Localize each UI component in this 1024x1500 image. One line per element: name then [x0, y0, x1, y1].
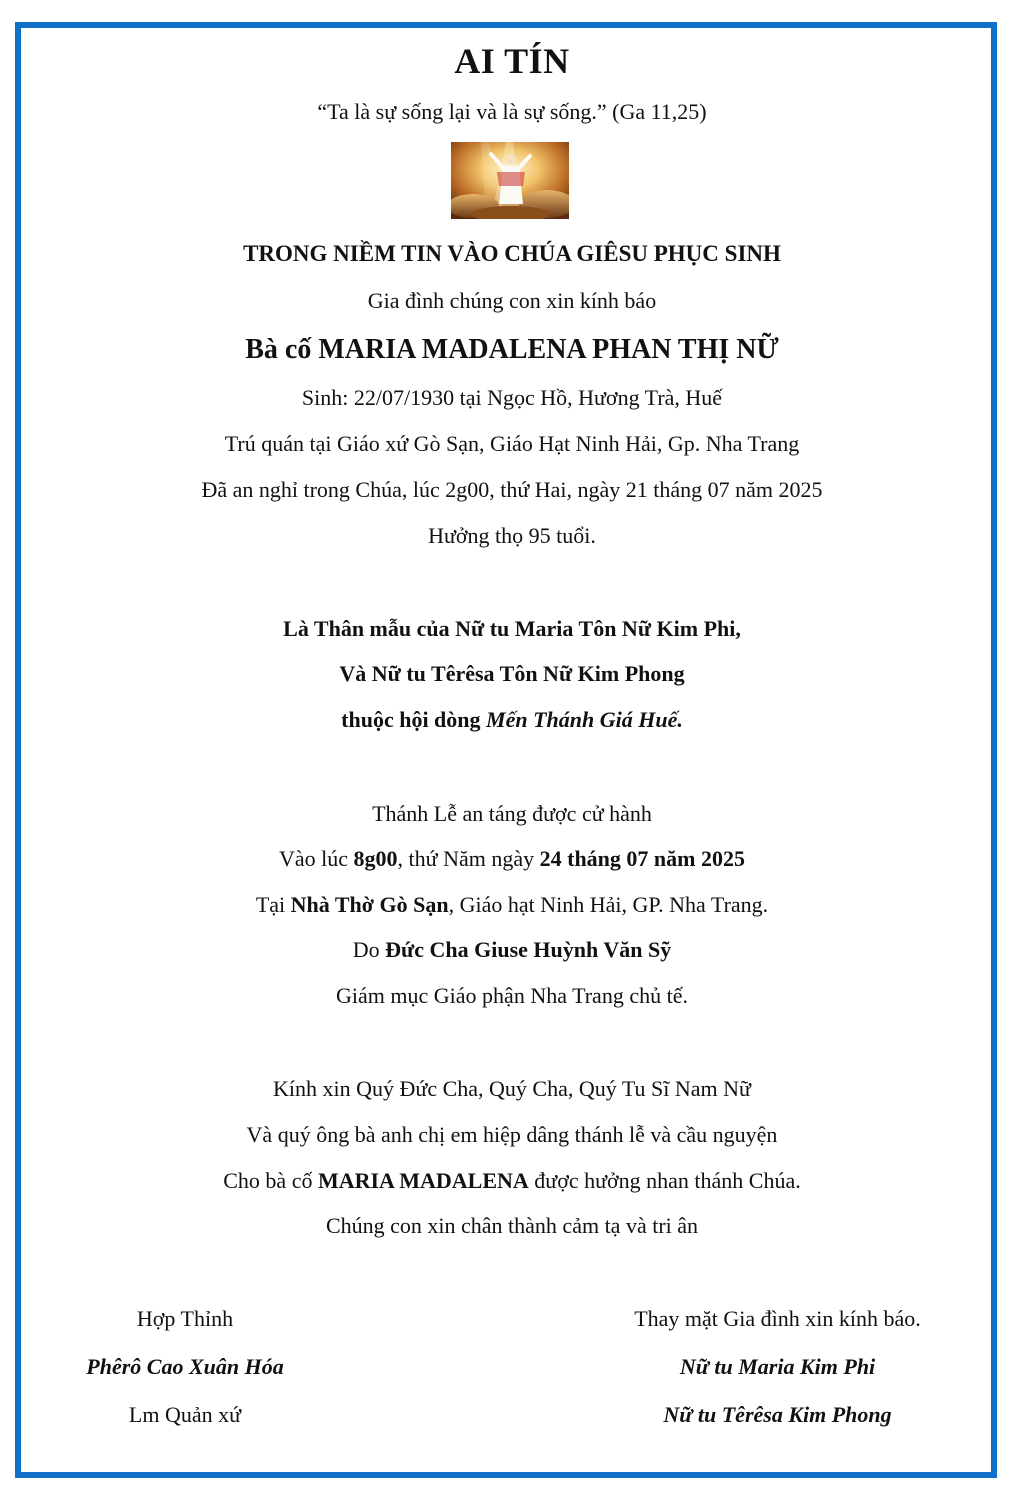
residence-info: Trú quán tại Giáo xứ Gò Sạn, Giáo Hạt Ninh Hải, Gp. Nha Trang: [224, 431, 800, 456]
request-line-3: Cho bà cố MARIA MADALENA được hưởng nhan thánh Chúa.: [223, 1168, 801, 1193]
faith-heading: TRONG NIỀM TIN VÀO CHÚA GIÊSU PHỤC SINH: [243, 241, 781, 266]
right-signature-name-2: Nữ tu Têrêsa Kim Phong: [663, 1402, 892, 1427]
funeral-time: Vào lúc 8g00, thứ Năm ngày 24 tháng 07 năm 2025: [279, 846, 745, 871]
request-line-1: Kính xin Quý Đức Cha, Quý Cha, Quý Tu Sĩ Nam Nữ: [273, 1076, 751, 1101]
announcement-text: Gia đình chúng con xin kính báo: [367, 288, 657, 313]
bible-verse: “Ta là sự sống lại và là sự sống.” (Ga 11,25): [317, 99, 707, 124]
mother-line-1: Là Thân mẫu của Nữ tu Maria Tôn Nữ Kim Phi,: [283, 616, 741, 641]
thanks-line: Chúng con xin chân thành cảm tạ và tri ân: [325, 1213, 699, 1238]
left-signature-name: Phêrô Cao Xuân Hóa: [86, 1354, 284, 1379]
request-line-2: Và quý ông bà anh chị em hiệp dâng thánh lễ và cầu nguyện: [246, 1122, 778, 1147]
left-signature-label: Hợp Thỉnh: [136, 1306, 234, 1331]
age-info: Hưởng thọ 95 tuổi.: [428, 523, 596, 548]
mother-line-2: Và Nữ tu Têrêsa Tôn Nữ Kim Phong: [339, 661, 685, 686]
funeral-line-1: Thánh Lễ an táng được cử hành: [372, 801, 652, 826]
funeral-celebrant: Do Đức Cha Giuse Huỳnh Văn Sỹ: [352, 937, 672, 962]
right-signature-label: Thay mặt Gia đình xin kính báo.: [634, 1306, 921, 1331]
page-title: AI TÍN: [454, 41, 570, 81]
congregation-name: Mến Thánh Giá Huế.: [486, 707, 683, 732]
death-info: Đã an nghỉ trong Chúa, lúc 2g00, thứ Hai, ngày 21 tháng 07 năm 2025: [201, 477, 823, 502]
deceased-name: Bà cố MARIA MADALENA PHAN THỊ NỮ: [245, 334, 779, 365]
funeral-location: Tại Nhà Thờ Gò Sạn, Giáo hạt Ninh Hải, GP. Nha Trang.: [255, 892, 769, 917]
right-signature-name-1: Nữ tu Maria Kim Phi: [679, 1354, 876, 1379]
resurrection-image: [451, 142, 569, 219]
mother-line-3: thuộc hội dòng Mến Thánh Giá Huế.: [341, 707, 683, 732]
birth-info: Sinh: 22/07/1930 tại Ngọc Hồ, Hương Trà, Huế: [301, 385, 723, 410]
left-signature-role: Lm Quản xứ: [128, 1402, 242, 1427]
celebrant-title: Giám mục Giáo phận Nha Trang chủ tế.: [336, 983, 688, 1008]
